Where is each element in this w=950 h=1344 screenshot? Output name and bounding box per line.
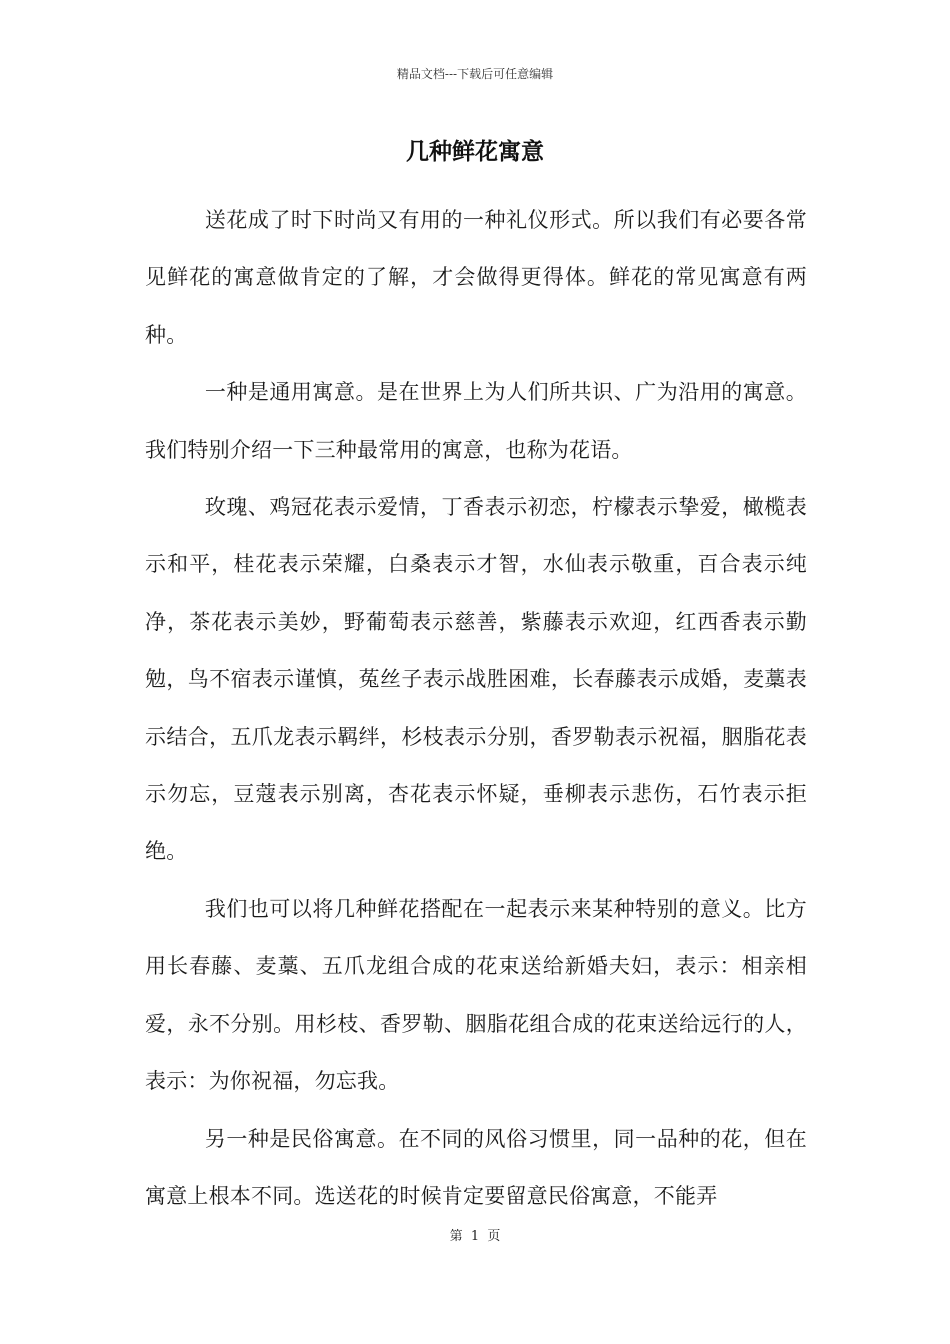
paragraph-flower-language-list: 玫瑰、鸡冠花表示爱情，丁香表示初恋，柠檬表示挚爱，橄榄表示和平，桂花表示荣耀，白桑表示才智，水仙表示敬重，百合表示纯净，茶花表示美妙，野葡萄表示慈善，紫藤表示欢迎，红西香表示勤勉，鸟不宿表示谨慎，菟丝子表示战胜困难，长春藤表示成婚，麦藁表示结合，五爪龙表示羁绊，杉枝表示分别，香罗勒表示祝福，胭脂花表示勿忘，豆蔻表示别离，杏花表示怀疑，垂柳表示悲伤，石竹表示拒绝。 <box>145 495 807 864</box>
paragraph-general-meaning: 一种是通用寓意。是在世界上为人们所共识、广为沿用的寓意。我们特别介绍一下三种最常用的寓意，也称为花语。 <box>145 380 807 462</box>
paragraph-flower-combinations: 我们也可以将几种鲜花搭配在一起表示来某种特别的意义。比方用长春藤、麦藁、五爪龙组合成的花束送给新婚夫妇，表示：相亲相爱，永不分别。用杉枝、香罗勒、胭脂花组合成的花束送给远行的人，表示：为你祝福，勿忘我。 <box>145 896 807 1094</box>
document-title: 几种鲜花寓意 <box>406 138 544 165</box>
page-header: 精品文档---下载后可任意编辑 <box>396 67 554 81</box>
document-body <box>145 192 807 1225</box>
paragraph-intro: 送花成了时下时尚又有用的一种礼仪形式。所以我们有必要各常见鲜花的寓意做肯定的了解，才会做得更得体。鲜花的常见寓意有两种。 <box>145 208 807 347</box>
paragraph-folk-meaning: 另一种是民俗寓意。在不同的风俗习惯里，同一品种的花，但在寓意上根本不同。选送花的时候肯定要留意民俗寓意，不能弄 <box>145 1126 807 1208</box>
page-number: 第 1 页 <box>449 1229 501 1244</box>
